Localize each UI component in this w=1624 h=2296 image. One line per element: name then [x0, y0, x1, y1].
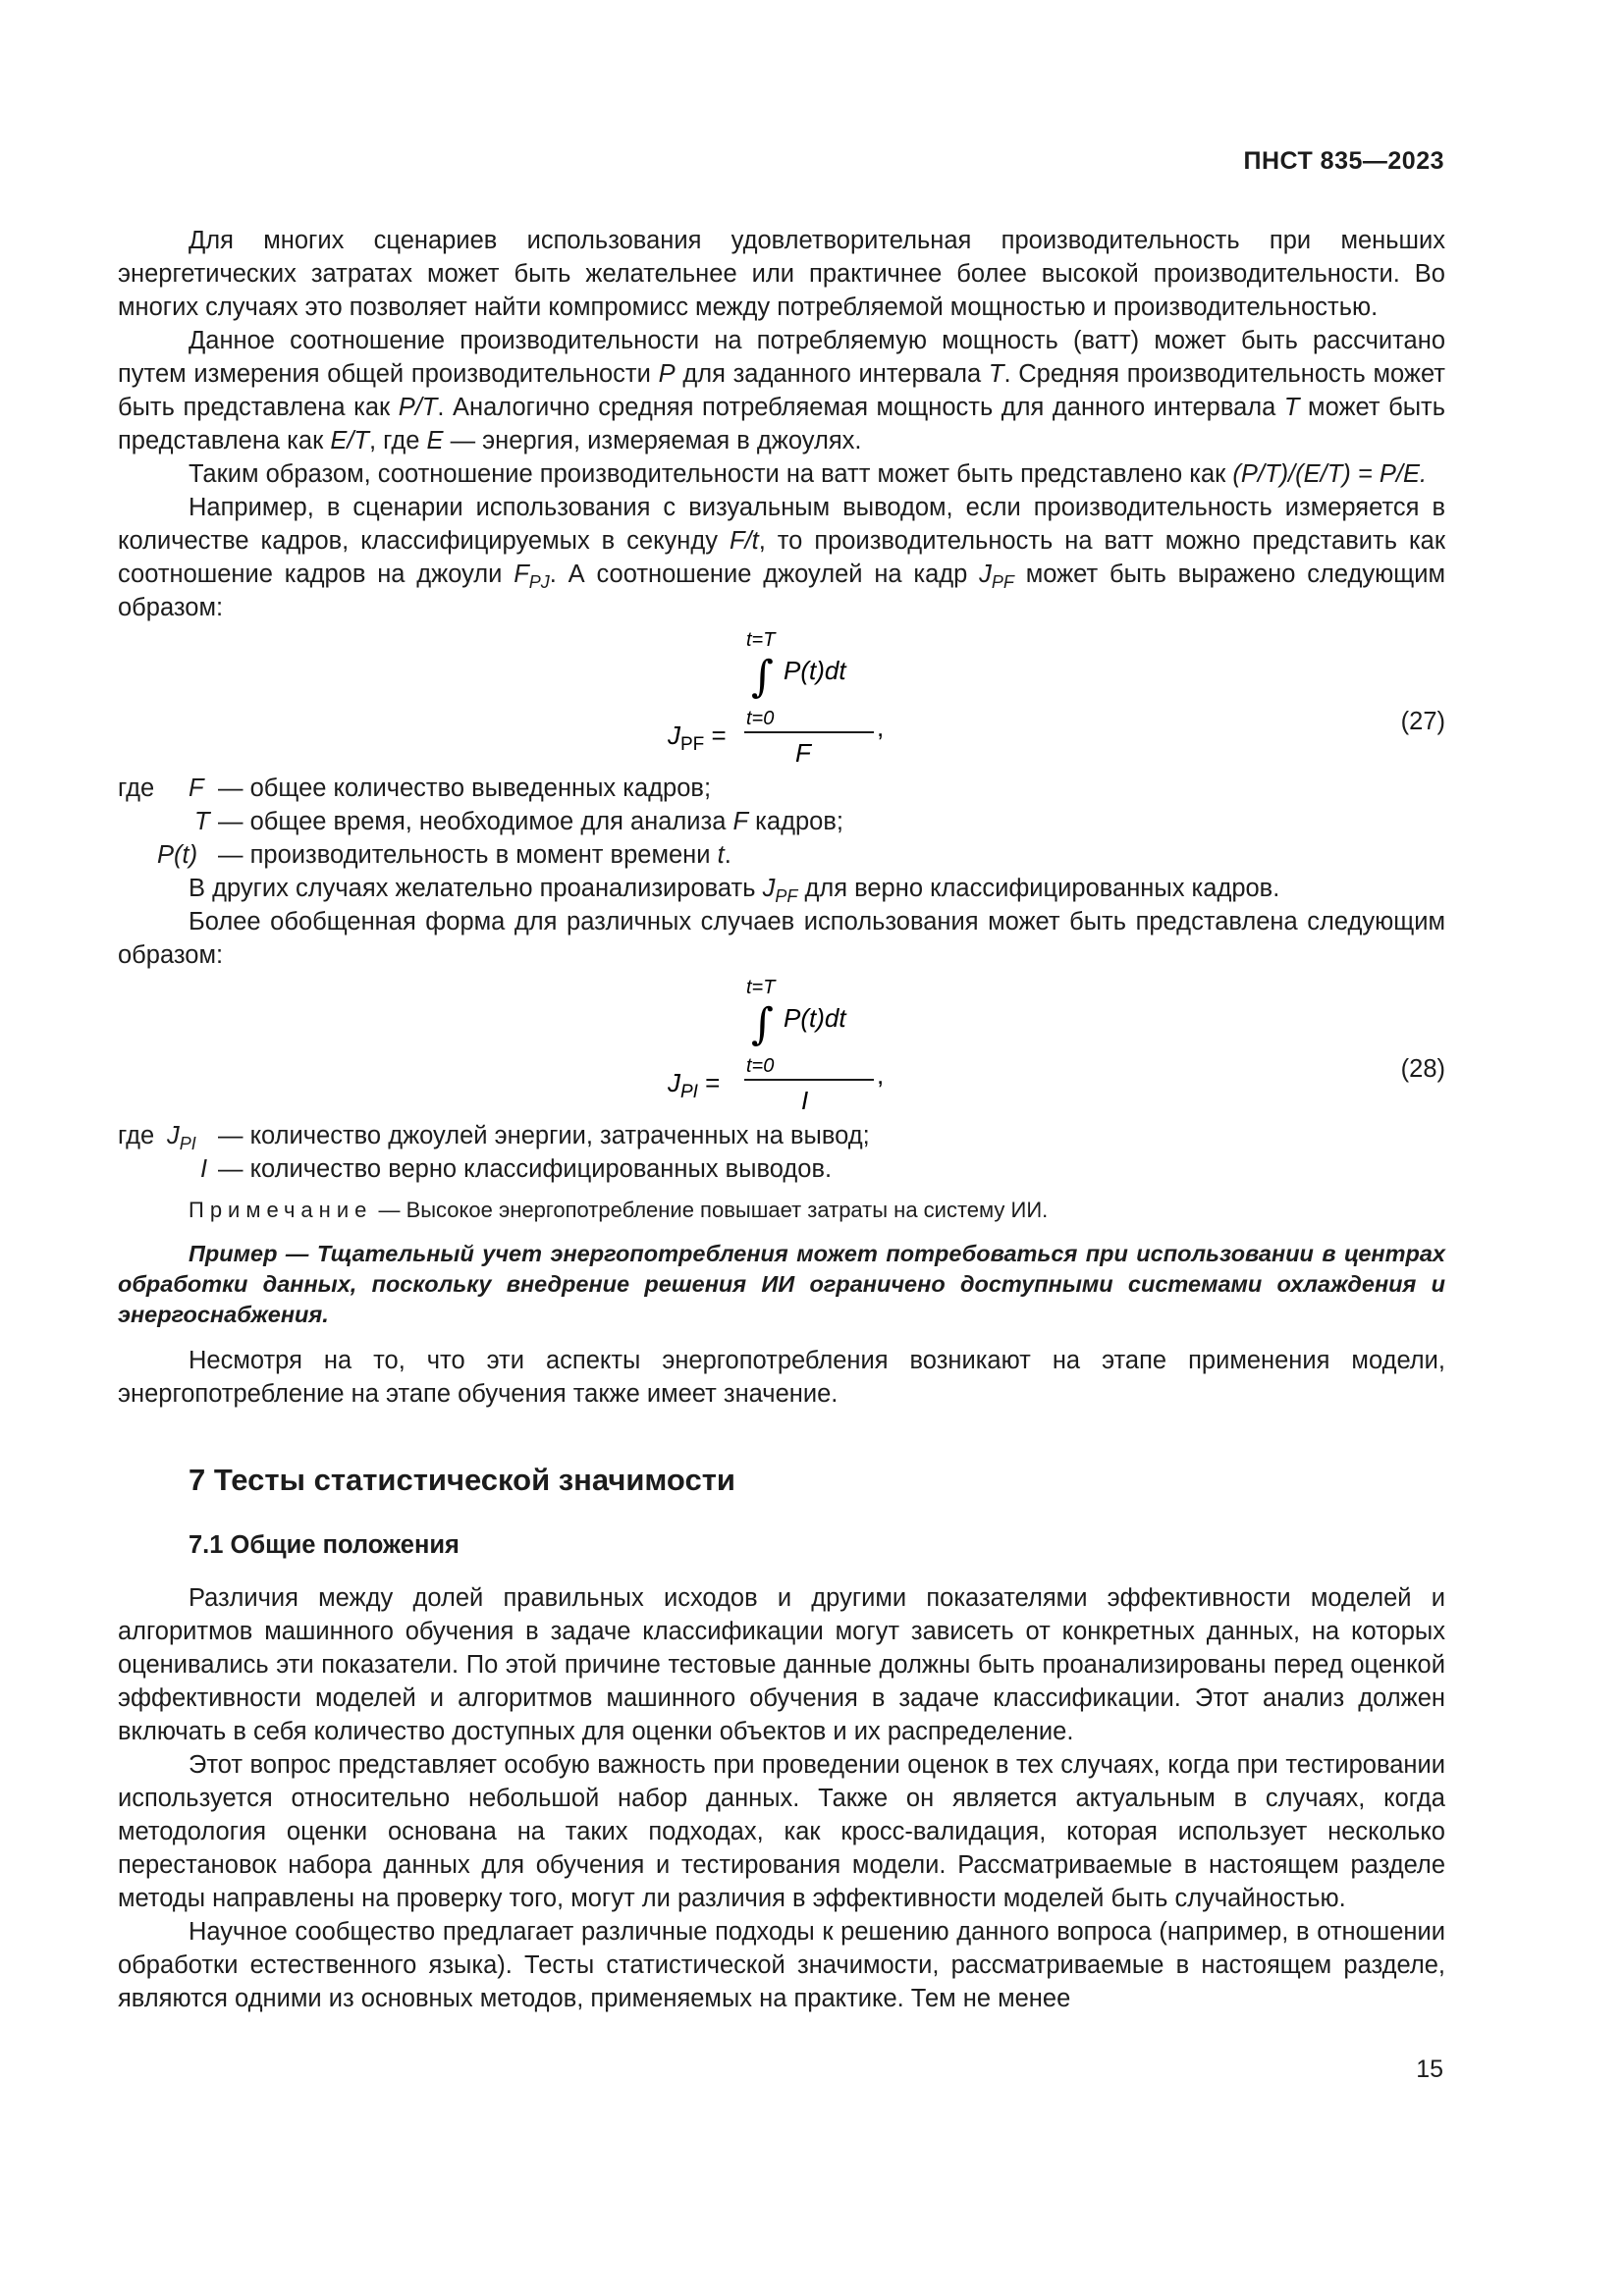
integral-upper-limit: t=T — [746, 629, 776, 651]
subsection-heading: 7.1 Общие положения — [189, 1531, 460, 1559]
document-id-header: ПНСТ 835—2023 — [1243, 147, 1444, 175]
denominator: F — [795, 738, 811, 768]
paragraph: Этот вопрос представляет особую важность при проведении оценок в тех случаях, когда при тестировании используется относительно небольшой набор данных. Также он является актуальным в случаях, когда методология оценки основана на таких подходах, как кросс-валидация, которая использует несколько перестановок набора данных для обучения и тестирования модели. Рассматриваемые в настоящем разделе методы направлены на проверку того, могут ли различия в эффективности моделей быть случайностью. — [118, 1751, 1445, 1912]
equation-number: (28) — [1400, 1055, 1445, 1083]
integral-sign: ∫ — [751, 652, 774, 702]
paragraph: Таким образом, соотношение производительности на ватт может быть представлено как (P/T)/(E/T) = P/E. — [189, 460, 1428, 488]
where-item: T — общее время, необходимое для анализа F кадров; — [194, 808, 843, 835]
where-item: P(t) — производительность в момент времени t. — [157, 841, 731, 869]
formula-lhs: $J_{PI}$ = — [668, 1068, 721, 1102]
integrand: P(t)dt — [784, 1003, 846, 1033]
integral-sign: ∫ — [751, 999, 774, 1049]
integral-upper-limit: t=T — [746, 977, 776, 998]
paragraph: Более обобщенная форма для различных случаев использования может быть представлена следующим образом: — [118, 908, 1445, 969]
paragraph: Различия между долей правильных исходов и другими показателями эффективности моделей и алгоритмов машинного обучения в задаче классификации могут зависеть от конкретных данных, на которых оценивались эти показатели. По этой причине тестовые данные должны быть проанализированы перед оценкой эффективности моделей и алгоритмов машинного обучения в задаче классификации. Этот анализ должен включать в себя количество доступных для оценки объектов и их распределение. — [118, 1584, 1445, 1745]
formula-27-graphic — [668, 624, 1080, 772]
note: Примечание — Высокое энергопотребление повышает затраты на систему ИИ. — [189, 1198, 1049, 1222]
where-list-2 — [118, 1119, 1445, 1186]
formula-28 — [118, 972, 1445, 1119]
where-item: где $J_{PI}$ — количество джоулей энергии, затраченных на вывод; — [118, 1122, 870, 1153]
where-item: где F — общее количество выведенных кадров; — [118, 774, 712, 802]
paragraph: Научное сообщество предлагает различные подходы к решению данного вопроса (например, в отношении обработки естественного языка). Тесты статистической значимости, рассматриваемые в настоящем разделе, являются одними из основных методов, применяемых на практике. Тем не менее — [118, 1918, 1445, 2012]
where-list-1 — [118, 772, 1445, 872]
paragraph: Для многих сценариев использования удовлетворительная производительность при меньших энергетических затратах может быть желательнее или практичнее более высокой производительности. Во многих случаях это позволяет найти компромисс между потребляемой мощностью и производительностью. — [118, 227, 1445, 321]
section-heading: 7 Тесты статистической значимости — [189, 1463, 735, 1497]
document-body — [118, 224, 1445, 2015]
example: Пример — Тщательный учет энергопотребления может потребоваться при использовании в центрах обработки данных, поскольку внедрение решения ИИ ограничено доступными системами охлаждения и энергоснабжения. — [118, 1241, 1445, 1327]
formula-lhs: $J_{PF}$ = — [668, 721, 727, 755]
svg-text:,: , — [877, 1060, 885, 1090]
where-item: I — количество верно классифицированных выводов. — [200, 1155, 833, 1183]
integral-lower-limit: t=0 — [746, 1055, 775, 1077]
paragraph: Данное соотношение производительности на потребляемую мощность (ватт) может быть рассчитано путем измерения общей производительности P для заданного интервала T. Средняя производительность может быть представлена как P/T. Аналогично средняя потребляемая мощность для данного интервала T может быть представлена как E/T, где E — энергия, измеряемая в джоулях. — [118, 327, 1445, 454]
paragraph: Несмотря на то, что эти аспекты энергопотребления возникают на этапе применения модели, энергопотребление на этапе обучения также имеет значение. — [118, 1347, 1445, 1408]
equation-number: (27) — [1400, 708, 1445, 735]
paragraph: В других случаях желательно проанализировать $J_{PF}$ для верно классифицированных кадров. — [189, 875, 1280, 906]
denominator: I — [801, 1086, 809, 1115]
svg-text:,: , — [877, 713, 885, 742]
formula-27 — [118, 624, 1445, 772]
integral-lower-limit: t=0 — [746, 708, 775, 729]
formula-28-graphic — [668, 972, 1080, 1119]
page-number: 15 — [1416, 2056, 1443, 2083]
paragraph: Например, в сценарии использования с визуальным выводом, если производительность измеряется в количестве кадров, классифицируемых в секунду F/t, то производительность на ватт можно представить как соотношение кадров на джоули $F_{PJ}$. А соотношение джоулей на кадр $J_{PF}$ может быть выражено следующим образом: — [118, 494, 1446, 621]
integrand: P(t)dt — [784, 656, 846, 685]
